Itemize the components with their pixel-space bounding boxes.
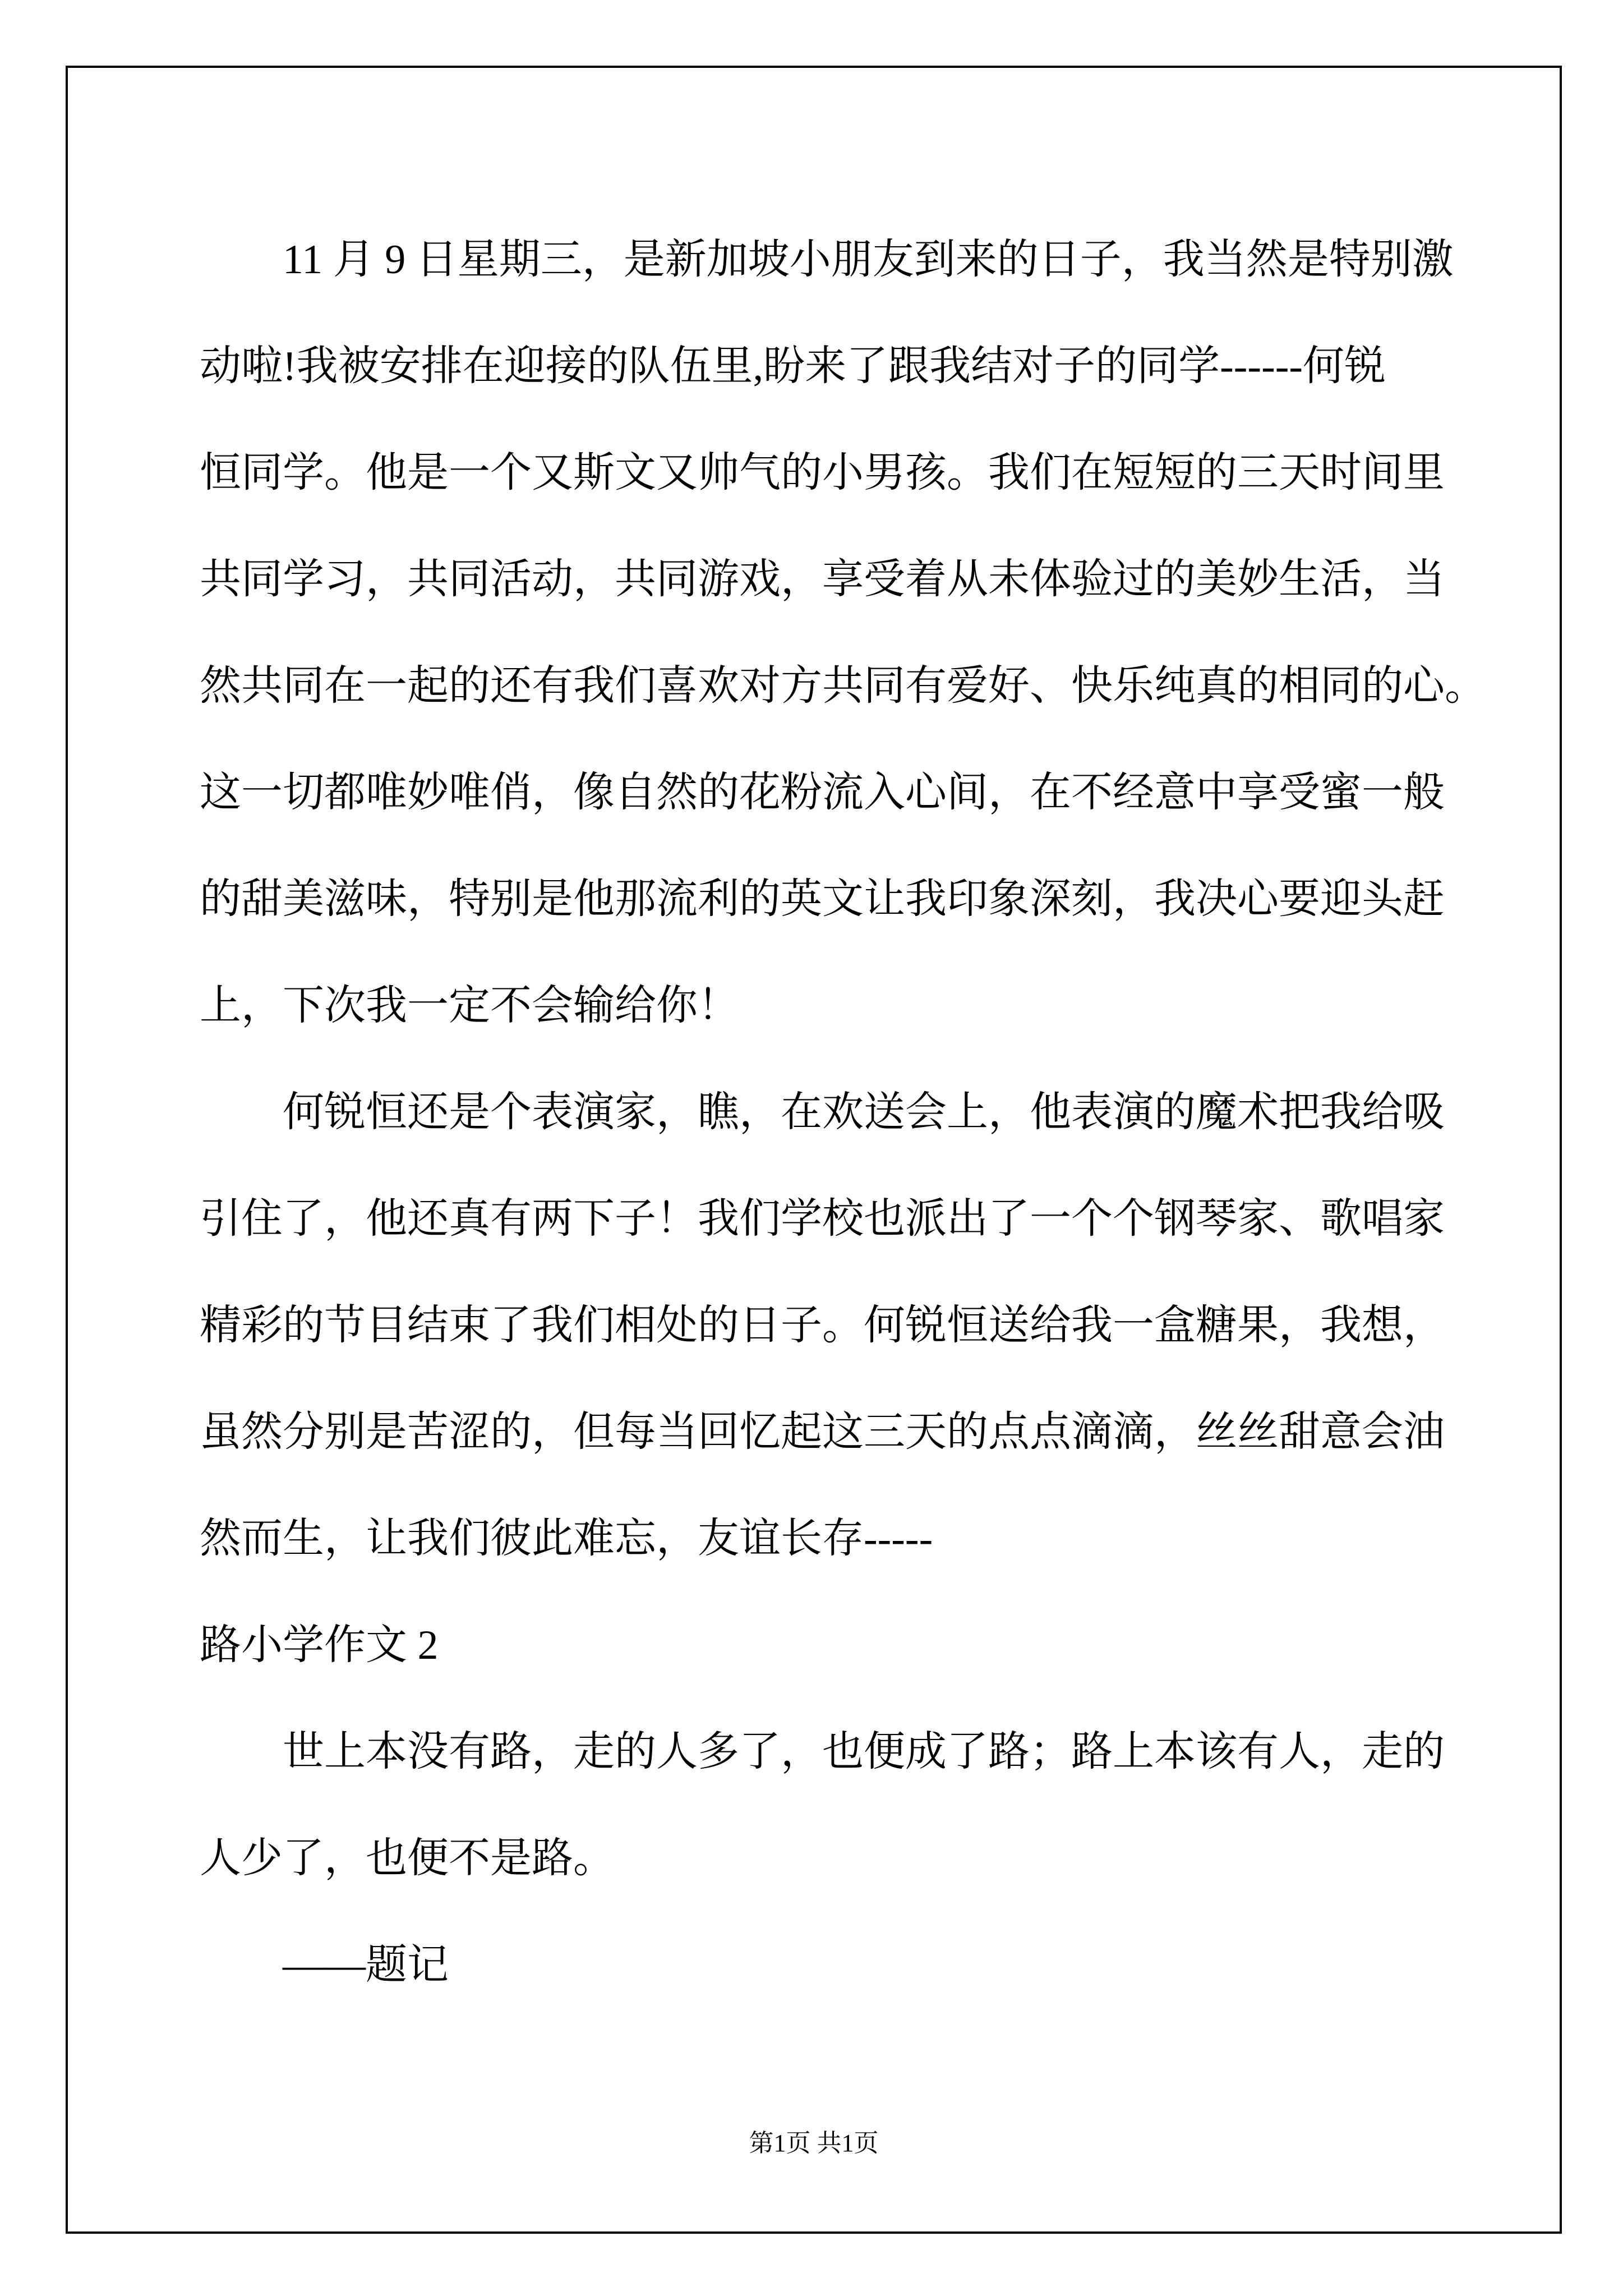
page-number-indicator: 第1页 共1页 (749, 2129, 879, 2157)
text-line: 精彩的节目结束了我们相处的日子。何锐恒送给我一盒糖果，我想， (200, 1303, 1445, 1349)
page-footer (66, 2118, 1562, 2169)
text-line: 11 月 9 日星期三，是新加坡小朋友到来的日子，我当然是特别激 (283, 237, 1454, 283)
text-line: 人少了，也便不是路。 (200, 1835, 615, 1881)
text-line: 恒同学。他是一个又斯文又帅气的小男孩。我们在短短的三天时间里 (200, 450, 1445, 496)
text-line: 动啦!我被安排在迎接的队伍里,盼来了跟我结对子的同学------何锐 (200, 343, 1386, 389)
text-line: 然而生，让我们彼此难忘，友谊长存----- (200, 1516, 933, 1562)
text-line: 这一切都唯妙唯俏，像自然的花粉流入心间，在不经意中享受蜜一般 (200, 770, 1445, 816)
text-line: 共同学习，共同活动，共同游戏，享受着从未体验过的美妙生活，当 (200, 556, 1445, 602)
text-line: 引住了，他还真有两下子！我们学校也派出了一个个钢琴家、歌唱家 (200, 1196, 1445, 1242)
text-line: 何锐恒还是个表演家，瞧，在欢送会上，他表演的魔术把我给吸 (283, 1089, 1445, 1135)
text-line: 上，下次我一定不会输给你！ (200, 983, 739, 1029)
text-line: ——题记 (283, 1942, 449, 1988)
text-line: 虽然分别是苦涩的，但每当回忆起这三天的点点滴滴，丝丝甜意会油 (200, 1409, 1445, 1455)
essay-body (200, 206, 1486, 2018)
text-line: 的甜美滋味，特别是他那流利的英文让我印象深刻，我决心要迎头赶 (200, 876, 1445, 922)
text-line: 然共同在一起的还有我们喜欢对方共同有爱好、快乐纯真的相同的心。 (200, 663, 1486, 709)
section-heading-line: 路小学作文 2 (200, 1622, 439, 1668)
text-line: 世上本没有路，走的人多了，也便成了路；路上本该有人，走的 (283, 1729, 1445, 1775)
